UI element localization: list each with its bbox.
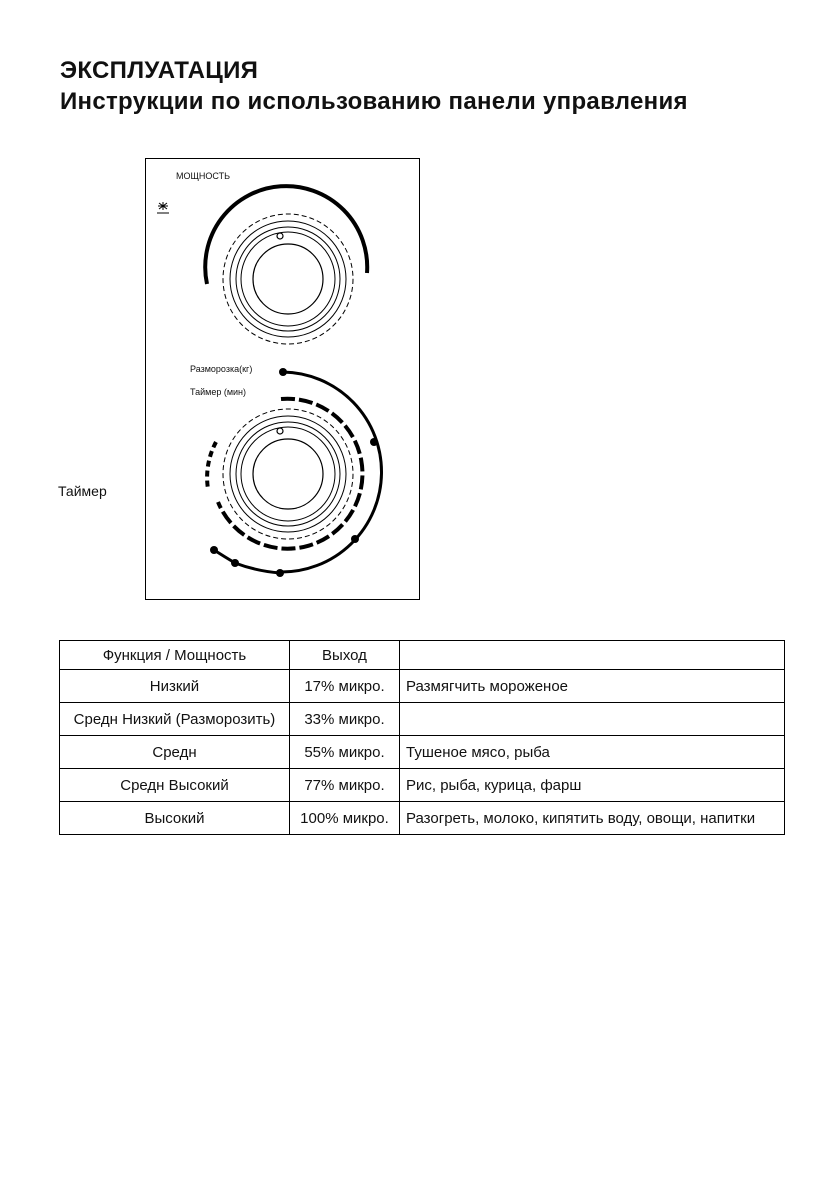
cell-use: Тушеное мясо, рыба (400, 736, 785, 769)
section-heading: ЭКСПЛУАТАЦИЯ (60, 57, 259, 84)
cell-output: 33% микро. (290, 703, 400, 736)
cell-use: Размягчить мороженое (400, 670, 785, 703)
header-use (400, 641, 785, 670)
cell-use (400, 703, 785, 736)
cell-function: Средн (60, 736, 290, 769)
table-row (60, 736, 785, 769)
cell-function: Низкий (60, 670, 290, 703)
timer-side-label: Таймер (58, 483, 107, 499)
defrost-start-dot (279, 368, 287, 376)
cell-output: 77% микро. (290, 769, 400, 802)
cell-output: 100% микро. (290, 802, 400, 835)
page-title: Инструкции по использованию панели управления (60, 88, 688, 115)
cell-output: 17% микро. (290, 670, 400, 703)
control-panel-diagram (145, 158, 420, 600)
cell-function: Средн Низкий (Разморозить) (60, 703, 290, 736)
power-knob (223, 214, 353, 344)
power-label: МОЩНОСТЬ (176, 171, 231, 181)
defrost-icon (157, 202, 169, 213)
defrost-end-dot (210, 546, 218, 554)
timer-indicator-dot (277, 428, 283, 434)
control-panel-drawing (146, 159, 421, 601)
cell-use: Разогреть, молоко, кипятить воду, овощи, напитки (400, 802, 785, 835)
defrost-mark-dot (351, 535, 359, 543)
timer-scale-label: Таймер (мин) (190, 387, 247, 397)
cell-use: Рис, рыба, курица, фарш (400, 769, 785, 802)
power-levels-table (59, 640, 785, 835)
defrost-mark-dot (370, 438, 378, 446)
defrost-label: Разморозка(кг) (190, 364, 253, 374)
table-row (60, 802, 785, 835)
table-row (60, 703, 785, 736)
power-scale-arc (205, 186, 367, 284)
table-row (60, 769, 785, 802)
table-row (60, 670, 785, 703)
cell-function: Средн Высокий (60, 769, 290, 802)
power-indicator-dot (277, 233, 283, 239)
cell-function: Высокий (60, 802, 290, 835)
table-header-row (60, 641, 785, 670)
cell-output: 55% микро. (290, 736, 400, 769)
header-function: Функция / Мощность (60, 641, 290, 670)
defrost-scale-arc (280, 372, 382, 572)
header-output: Выход (290, 641, 400, 670)
timer-knob (223, 409, 353, 539)
